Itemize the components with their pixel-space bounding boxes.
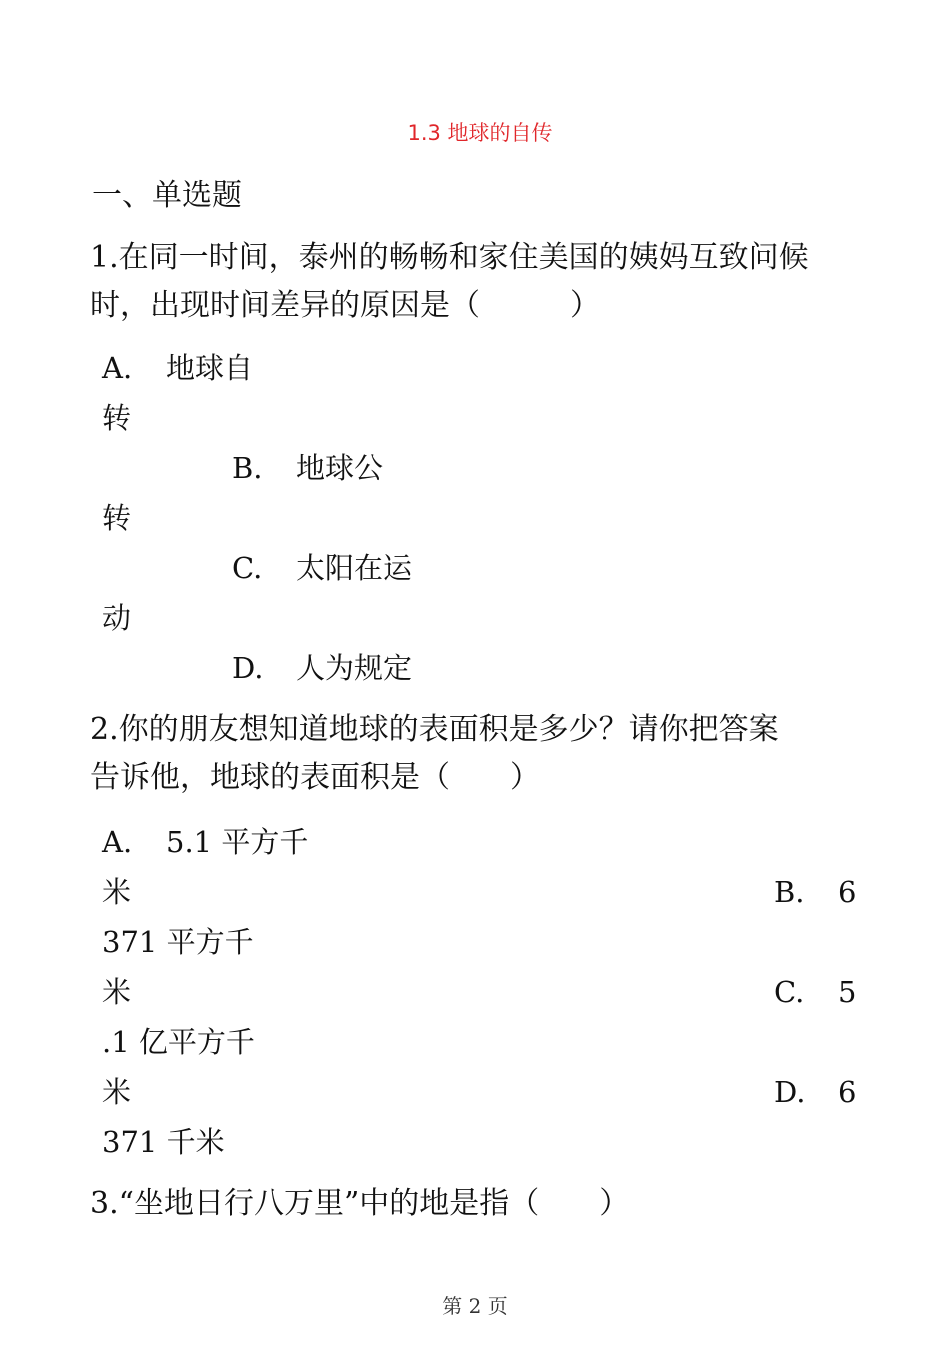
option-letter: A.	[102, 825, 133, 859]
option-letter: D.	[232, 651, 264, 685]
question-1-option-b-wrap: 转	[102, 501, 132, 535]
question-2-option-b[interactable]	[774, 872, 856, 912]
option-text: 6	[838, 1075, 857, 1109]
question-2-option-d[interactable]	[774, 1072, 856, 1112]
question-2-option-c-wrap: .1 亿平方千	[102, 1025, 255, 1059]
page-footer: 第 2 页	[442, 1294, 508, 1318]
question-3-line-1: 3.“坐地日行八万里”中的地是指（ ）	[90, 1186, 630, 1221]
question-2-option-d-wrap: 371 千米	[102, 1125, 225, 1159]
option-text: 5.1 平方千	[166, 825, 309, 859]
question-2-option-b-wrap: 371 平方千	[102, 925, 254, 959]
option-letter: B.	[232, 451, 263, 485]
question-2-option-b-wrap-2: 米	[102, 975, 132, 1009]
option-text: 5	[838, 975, 857, 1009]
question-1-option-b[interactable]	[232, 448, 383, 488]
option-text: 人为规定	[296, 651, 413, 685]
option-letter: B.	[774, 875, 805, 909]
question-1-option-a-wrap: 转	[102, 401, 132, 435]
question-1-option-c[interactable]	[232, 548, 412, 588]
question-2-line-2: 告诉他，地球的表面积是（ ）	[90, 760, 540, 795]
question-2-option-c-wrap-2: 米	[102, 1075, 132, 1109]
option-text: 地球公	[296, 451, 384, 485]
question-1-option-c-wrap: 动	[102, 601, 132, 635]
option-letter: A.	[102, 351, 133, 385]
question-1-option-a[interactable]	[102, 348, 253, 388]
option-text: 太阳在运	[296, 551, 413, 585]
option-text: 地球自	[166, 351, 254, 385]
section-heading: 一、单选题	[92, 178, 242, 213]
question-1-option-d[interactable]	[232, 648, 412, 688]
option-letter: D.	[774, 1075, 806, 1109]
option-letter: C.	[232, 551, 263, 585]
question-1-line-2: 时，出现时间差异的原因是（ ）	[90, 288, 600, 323]
question-2-option-c[interactable]	[774, 972, 856, 1012]
option-letter: C.	[774, 975, 805, 1009]
question-2-line-1: 2.你的朋友想知道地球的表面积是多少？请你把答案	[90, 712, 779, 747]
question-2-option-a-wrap: 米	[102, 875, 132, 909]
question-2-option-a[interactable]	[102, 822, 308, 862]
question-1-line-1: 1.在同一时间，泰州的畅畅和家住美国的姨妈互致问候	[90, 240, 809, 275]
document-title: 1.3 地球的自传	[407, 121, 553, 145]
option-text: 6	[838, 875, 857, 909]
